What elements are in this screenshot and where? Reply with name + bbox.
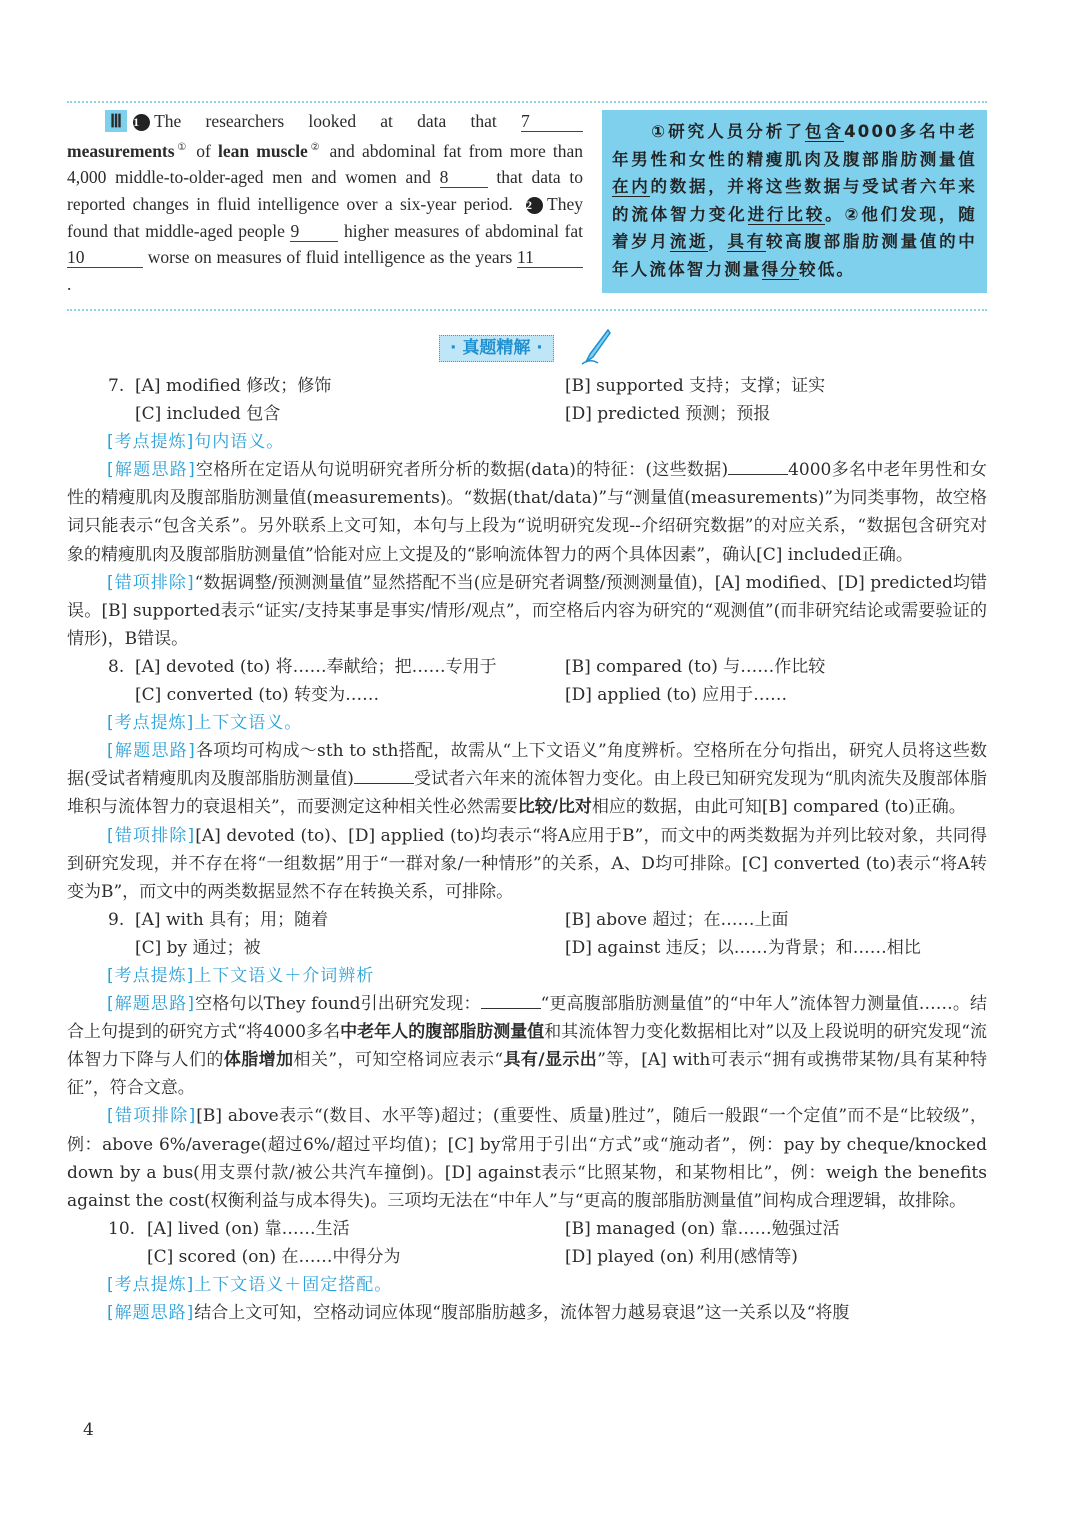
answer-blank: 11	[517, 247, 583, 268]
question-number: 8.	[108, 656, 125, 677]
footnote-marker: ①	[174, 141, 190, 153]
option-c: [C] scored (on) 在……中得分为	[147, 1246, 401, 1267]
explanation-text: 空格句以They found引出研究发现：	[194, 994, 481, 1015]
analysis-tag: [解题思路]	[107, 1303, 195, 1324]
option-d: [D] predicted 预测；预报	[565, 404, 771, 425]
footnote-marker: ②	[307, 141, 323, 153]
answer-blank: 9	[290, 221, 338, 242]
key-point-text: 上下文语义＋固定搭配。	[194, 1275, 393, 1295]
emphasis-text: 中老年人的腹部脂肪测量值	[340, 1022, 545, 1043]
translation-text: 较高腹部脂肪测量值的中年人流体智力测量	[612, 232, 978, 279]
explanation-text: 和其流体智力变化数据相比对”以及上段说明的研究发现“流体智力下降与人们的	[67, 1022, 987, 1071]
passage-text: and abdominal fat from more than 4,000 middle-to-older-aged men and women and	[67, 140, 584, 188]
option-a: [A] with 具有；用；随着	[135, 909, 329, 930]
passage-text: .	[67, 274, 72, 295]
key-point	[67, 428, 987, 456]
underlined-phrase: 具有	[727, 232, 766, 251]
top-divider	[67, 101, 987, 103]
options-row	[67, 400, 987, 428]
blank-line	[728, 458, 788, 475]
translation-text: 。②他们发现，随着岁月	[612, 204, 977, 251]
analysis-tag: [解题思路]	[107, 994, 195, 1015]
explanation-text: “更高腹部脂肪测量值”的“中年人”流体智力测量值……。结合上句提到的研究方式“将4000多名	[67, 994, 987, 1043]
analysis-paragraph	[67, 737, 987, 821]
passage-text: of	[189, 140, 219, 161]
sentence-number-icon: 1	[133, 114, 150, 131]
options-row	[67, 1215, 987, 1243]
options-row	[67, 681, 987, 709]
passage-text: higher measures of abdominal fat	[338, 220, 583, 241]
option-d: [D] played (on) 利用(感情等)	[565, 1246, 798, 1267]
option-b: [B] compared (to) 与……作比较	[565, 656, 826, 677]
option-d: [D] applied (to) 应用于……	[565, 685, 788, 706]
key-point-tag: [考点提炼]	[107, 713, 195, 734]
elimination-paragraph	[67, 1102, 987, 1214]
elimination-paragraph	[67, 822, 987, 906]
analysis-paragraph	[67, 456, 987, 568]
page-number: 4	[83, 1420, 94, 1440]
passage	[67, 108, 583, 298]
explanation-text: 受试者六年来的流体智力变化。由上段已知研究发现为“肌肉流失及腹部体脂堆积与流体智力的衰退相关”，而要测定这种相关性必然需要	[67, 769, 987, 818]
passage-text: worse on measures of fluid intelligence as the years	[143, 247, 517, 268]
translation-text: 的数据，并将这些数据与受试者六年来的流体智力变化	[612, 177, 977, 224]
sentence-number-icon: 2	[526, 197, 543, 214]
blank-line	[354, 767, 414, 784]
underlined-phrase: 进行比较	[747, 204, 826, 224]
explanation-text: [B] above表示“(数目、水平等)超过；(重要性、质量)胜过”，随后一般跟“一个定值”而不是“比较级”，例：above 6%/average(超过6%/超过平均值)；[C] by常用于引出“方式”或“施动者”，例：pay by cheque/knocked down by a bus(用支票付款/被公共汽车撞倒)。[D] against表示“比照某物，和某物相比”，例：weigh the benefits against the cost(权衡利益与成本得失)。三项均无法在“中年人”与“更高的腹部脂肪测量值”间构成合理逻辑，故排除。	[67, 1106, 987, 1211]
option-c: [C] included 包含	[135, 404, 281, 425]
elimination-tag: [错项排除]	[107, 572, 195, 593]
bold-term: lean muscle	[218, 140, 308, 161]
passage-text: that data to reported changes in fluid intelligence over a six-year period.	[67, 167, 583, 214]
key-point-tag: [考点提炼]	[107, 432, 195, 453]
key-point-text: 上下文语义。	[194, 713, 303, 734]
explanation-text: ”等，[A] with可表示“拥有或携带某物/具有某种特征”，符合文意。	[67, 1050, 988, 1099]
passage-text: The researchers looked at data that	[154, 111, 521, 131]
key-point-text: 上下文语义＋介词辨析	[194, 965, 375, 986]
explanation-text: 4000多名中老年男性和女性的精瘦肌肉及腹部脂肪测量值(measurements)。“数据(that/data)”与“测量值(measurements)”为同类事物，故空格词只能表示“包含关系”。另外联系上文可知，本句与上段为“说明研究发现--介绍研究数据”的对应关系，“数据包含研究对象的精瘦肌肉及腹部脂肪测量值”恰能对应上文提及的“影响流体智力的两个具体因素”，确认[C] included正确。	[67, 460, 988, 565]
emphasis-text: 具有/显示出	[503, 1050, 598, 1071]
analysis-paragraph	[67, 1299, 987, 1327]
translation-box	[602, 110, 987, 293]
pen-icon	[580, 328, 612, 366]
option-b: [B] managed (on) 靠……勉强过活	[565, 1218, 840, 1239]
explanation-text: “数据调整/预测测量值”显然搭配不当(应是研究者调整/预测测量值)，[A] modified、[D] predicted均错误。[B] supported表示“证实/支持某事是事实/情形/观点”，而空格后内容为研究的“观测值”(而非研究结论或需要验证的情形)，B错误。	[67, 572, 988, 649]
option-b: [B] supported 支持；支撑；证实	[565, 376, 826, 396]
options-row	[67, 1243, 987, 1271]
question-number: 7.	[108, 376, 125, 396]
answer-blank: 10	[67, 247, 143, 268]
underlined-phrase: 得分	[761, 259, 800, 279]
explanation-text: 相关”，可知空格词应表示“	[293, 1050, 504, 1071]
explanations	[67, 372, 987, 1327]
options-row	[67, 372, 987, 400]
answer-blank: 8	[440, 167, 488, 188]
option-b: [B] above 超过；在……上面	[565, 909, 789, 930]
elimination-paragraph	[67, 569, 987, 653]
option-c: [C] by 通过；被	[135, 937, 261, 958]
key-point-text: 句内语义。	[194, 432, 285, 453]
options-row	[67, 934, 987, 962]
options-row	[67, 653, 987, 681]
option-a: [A] lived (on) 靠……生活	[147, 1218, 350, 1239]
explanation-text: 相应的数据，由此可知[B] compared (to)正确。	[591, 797, 966, 818]
option-a: [A] modified 修改；修饰	[135, 376, 332, 396]
option-c: [C] converted (to) 转变为……	[135, 685, 380, 706]
underlined-phrase: 流逝	[669, 232, 709, 251]
blank-line	[481, 992, 541, 1009]
option-a: [A] devoted (to) 将……奉献给；把……专用于	[135, 656, 497, 677]
underlined-phrase: 在内	[612, 177, 651, 196]
elimination-tag: [错项排除]	[107, 1106, 197, 1127]
translation-text: ，	[708, 232, 728, 251]
key-point-tag: [考点提炼]	[107, 1275, 195, 1295]
bold-term: measurements	[67, 140, 175, 161]
bottom-divider	[67, 309, 987, 311]
answer-blank: 7	[521, 111, 583, 132]
explanation-text: 各项均可构成～sth to sth搭配，故需从“上下文语义”角度辨析。空格所在分句指出，研究人员将这些数据(受试者精瘦肌肉及腹部脂肪测量值)	[67, 741, 988, 790]
analysis-tag: [解题思路]	[107, 460, 196, 481]
translation-text: 较低。	[799, 259, 856, 279]
question-number: 9.	[108, 909, 125, 930]
section-heading: · 真题精解 ·	[439, 335, 554, 362]
emphasis-text: 比较/比对	[517, 797, 592, 818]
analysis-paragraph	[67, 990, 987, 1102]
underlined-phrase: 包含	[804, 122, 845, 141]
analysis-tag: [解题思路]	[107, 741, 196, 762]
question-number: 10.	[108, 1218, 136, 1239]
explanation-text: [A] devoted (to)、[D] applied (to)均表示“将A应用于B”，而文中的两类数据为并列比较对象，共同得到研究发现，并不存在将“一组数据”用于“一群对象/一种情形”的关系，A、D均可排除。[C] converted (to)表示“将A转变为B”，而文中的两类数据显然不存在转换关系，可排除。	[67, 825, 988, 902]
explanation-text: 结合上文可知，空格动词应体现“腹部脂肪越多，流体智力越易衰退”这一关系以及“将腹	[194, 1303, 850, 1324]
key-point-tag: [考点提炼]	[107, 965, 195, 986]
key-point	[67, 709, 987, 737]
options-row	[67, 906, 987, 934]
key-point	[67, 1271, 987, 1299]
emphasis-text: 体脂增加	[223, 1050, 294, 1071]
section-marker: Ⅲ	[105, 110, 127, 132]
key-point	[67, 962, 987, 990]
translation-text: 4000多名中老年男性和女性的精瘦肌肉及腹部脂肪测量值	[612, 122, 977, 169]
translation-text: ①研究人员分析了	[612, 122, 805, 141]
explanation-text: 空格所在定语从句说明研究者所分析的数据(data)的特征：(这些数据)	[195, 460, 729, 481]
elimination-tag: [错项排除]	[107, 825, 196, 846]
passage-text: They found that middle-aged people	[67, 193, 583, 241]
option-d: [D] against 违反；以……为背景；和……相比	[565, 937, 921, 958]
